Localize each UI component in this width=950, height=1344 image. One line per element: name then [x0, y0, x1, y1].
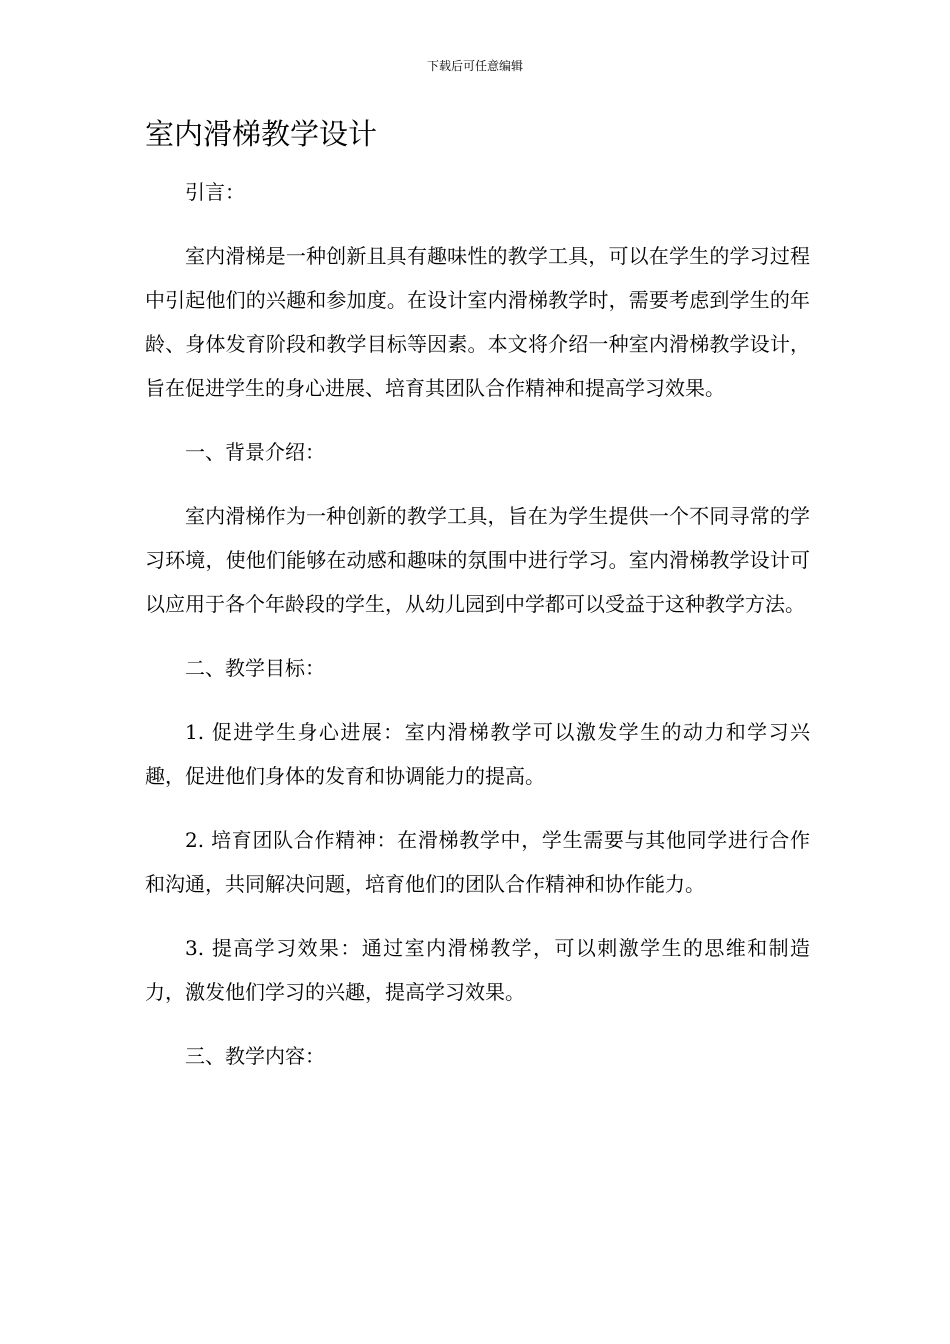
- section-heading-content: 三、教学内容：: [185, 1044, 325, 1068]
- paragraph-intro-heading: 引言：: [185, 180, 245, 204]
- section-heading-background: 一、背景介绍：: [185, 440, 325, 464]
- list-item-goal-3: 3. 提高学习效果：通过室内滑梯教学，可以刺激学生的思维和制造力，激发他们学习的兴趣，提高学习效果。: [145, 936, 810, 1004]
- section-heading-goals: 二、教学目标：: [185, 656, 325, 680]
- list-item-goal-1: 1. 促进学生身心进展：室内滑梯教学可以激发学生的动力和学习兴趣，促进他们身体的发育和协调能力的提高。: [145, 720, 810, 788]
- document-title: 室内滑梯教学设计: [145, 117, 378, 151]
- document-body: [145, 112, 810, 1098]
- page-header: 下载后可任意编辑: [426, 59, 523, 73]
- paragraph-background: 室内滑梯作为一种创新的教学工具，旨在为学生提供一个不同寻常的学习环境，使他们能够在动感和趣味的氛围中进行学习。室内滑梯教学设计可以应用于各个年龄段的学生，从幼儿园到中学都可以受益于这种教学方法。: [145, 504, 810, 616]
- paragraph-intro: 室内滑梯是一种创新且具有趣味性的教学工具，可以在学生的学习过程中引起他们的兴趣和参加度。在设计室内滑梯教学时，需要考虑到学生的年龄、身体发育阶段和教学目标等因素。本文将介绍一种室内滑梯教学设计，旨在促进学生的身心进展、培育其团队合作精神和提高学习效果。: [145, 244, 810, 400]
- list-item-goal-2: 2. 培育团队合作精神：在滑梯教学中，学生需要与其他同学进行合作和沟通，共同解决问题，培育他们的团队合作精神和协作能力。: [145, 828, 810, 896]
